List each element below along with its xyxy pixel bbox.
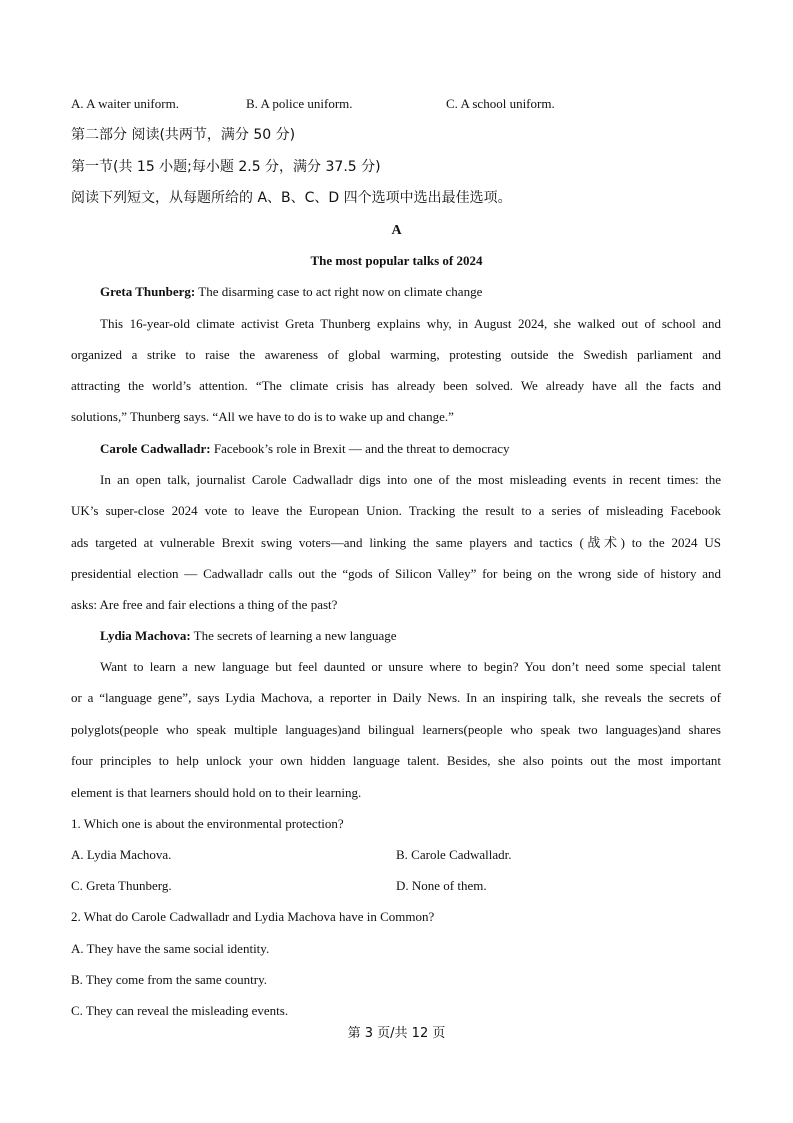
- talk-paragraph-line: organized a strike to raise the awareness of global warming, protesting outside the Swedish parliament and: [71, 347, 721, 362]
- talk-paragraph-line: asks: Are free and fair elections a thing of the past?: [71, 597, 338, 612]
- page-number: 第 3 页/共 12 页: [347, 1026, 446, 1041]
- talk-paragraph-line: polyglots(people who speak multiple languages)and bilingual learners(people who speak two languages)and shares: [71, 722, 721, 737]
- prev-option-a: A. A waiter uniform.: [71, 96, 179, 111]
- talk-paragraph-line: presidential election — Cadwalladr calls out the “gods of Silicon Valley” for being on the wrong side of history and: [71, 566, 721, 581]
- question-2-option-c: C. They can reveal the misleading events.: [71, 1003, 289, 1018]
- talk-heading: [100, 628, 397, 644]
- talk-paragraph-line: solutions,” Thunberg says. “All we have to do is to wake up and change.”: [71, 409, 454, 424]
- talk-paragraph-line: attracting the world’s attention. “The climate crisis has already been solved. We already have all the facts and: [71, 378, 721, 393]
- question-1-stem: 1. Which one is about the environmental protection?: [71, 816, 344, 831]
- talk-speaker: Lydia Machova:: [100, 628, 191, 643]
- prev-option-c: C. A school uniform.: [446, 96, 555, 111]
- talk-speaker: Greta Thunberg:: [100, 284, 196, 299]
- talk-paragraph-line: element is that learners should hold on to their learning.: [71, 785, 362, 800]
- talk-subtitle: The secrets of learning a new language: [190, 628, 397, 643]
- question-2-option-a: A. They have the same social identity.: [71, 941, 270, 956]
- question-1-option-d: D. None of them.: [396, 878, 487, 893]
- question-1-option-c: C. Greta Thunberg.: [71, 878, 172, 893]
- instruction: 阅读下列短文，从每题所给的 A、B、C、D 四个选项中选出最佳选项。: [71, 190, 512, 206]
- talk-speaker: Carole Cadwalladr:: [100, 441, 211, 456]
- talk-heading: [100, 441, 510, 457]
- question-2-option-b: B. They come from the same country.: [71, 972, 268, 987]
- talk-heading: [100, 284, 482, 300]
- question-1-option-b: B. Carole Cadwalladr.: [396, 847, 512, 862]
- sub-section-title: 第一节(共 15 小题;每小题 2.5 分，满分 37.5 分): [71, 159, 381, 175]
- passage-letter: A: [391, 223, 402, 238]
- talk-paragraph-line: This 16-year-old climate activist Greta Thunberg explains why, in August 2024, she walked out of school and: [100, 316, 721, 331]
- part-title: 第二部分 阅读(共两节，满分 50 分): [71, 127, 296, 143]
- question-1-option-a: A. Lydia Machova.: [71, 847, 172, 862]
- talk-subtitle: The disarming case to act right now on climate change: [195, 284, 483, 299]
- talk-paragraph-line: or a “language gene”, says Lydia Machova, a reporter in Daily News. In an inspiring talk, she reveals the secrets of: [71, 690, 721, 705]
- talk-paragraph-line: UK’s super-close 2024 vote to leave the European Union. Tracking the result to a series of misleading Facebook: [71, 503, 721, 518]
- talk-paragraph-line: four principles to help unlock your own hidden language talent. Besides, she also points out the most important: [71, 753, 721, 768]
- talk-paragraph-line: ads targeted at vulnerable Brexit swing voters—and linking the same players and tactics (战术) to the 2024 US: [71, 535, 721, 550]
- talk-paragraph-line: Want to learn a new language but feel daunted or unsure where to begin? You don’t need some special talent: [100, 659, 721, 674]
- question-2-stem: 2. What do Carole Cadwalladr and Lydia Machova have in Common?: [71, 909, 435, 924]
- talk-subtitle: Facebook’s role in Brexit — and the threat to democracy: [210, 441, 510, 456]
- prev-option-b: B. A police uniform.: [246, 96, 353, 111]
- passage-title: The most popular talks of 2024: [310, 253, 483, 268]
- talk-paragraph-line: In an open talk, journalist Carole Cadwalladr digs into one of the most misleading events in recent times: the: [100, 472, 721, 487]
